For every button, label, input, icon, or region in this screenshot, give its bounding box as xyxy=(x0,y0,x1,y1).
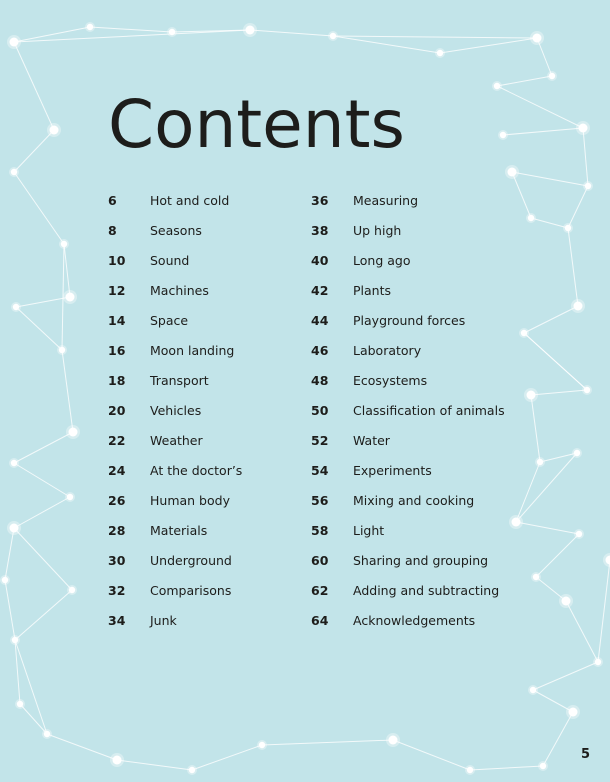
entry-page-number: 62 xyxy=(311,582,329,598)
network-line xyxy=(117,760,192,770)
network-node xyxy=(330,33,336,39)
network-node xyxy=(533,574,539,580)
contents-entry[interactable] xyxy=(108,455,242,485)
network-node xyxy=(537,459,543,465)
network-node xyxy=(574,302,583,311)
network-node xyxy=(540,763,546,769)
page-number: 5 xyxy=(580,747,590,762)
network-node xyxy=(569,708,578,717)
contents-entry[interactable] xyxy=(108,305,242,335)
network-line xyxy=(524,333,587,390)
entry-page-number: 36 xyxy=(311,192,329,208)
contents-entry[interactable] xyxy=(108,545,242,575)
network-line xyxy=(64,244,70,297)
contents-entry[interactable] xyxy=(311,575,505,605)
network-line xyxy=(531,395,540,462)
network-node xyxy=(66,293,75,302)
entry-title: Weather xyxy=(150,432,203,448)
network-node xyxy=(562,597,571,606)
network-line xyxy=(5,528,14,580)
entry-page-number: 58 xyxy=(311,522,329,538)
contents-entry[interactable] xyxy=(311,365,505,395)
network-node xyxy=(189,767,195,773)
contents-entry[interactable] xyxy=(108,425,242,455)
entry-page-number: 44 xyxy=(311,312,329,328)
network-node xyxy=(61,241,67,247)
entry-title: Laboratory xyxy=(353,342,422,358)
network-node xyxy=(549,73,555,79)
network-line xyxy=(14,463,70,497)
entry-title: Acknowledgements xyxy=(353,612,476,628)
network-line xyxy=(598,560,610,662)
entry-page-number: 24 xyxy=(108,462,126,478)
network-node xyxy=(69,428,78,437)
network-line xyxy=(497,86,583,128)
network-line xyxy=(90,27,172,32)
network-node xyxy=(528,215,534,221)
entry-title: Space xyxy=(150,312,189,328)
network-line xyxy=(5,580,15,640)
network-line xyxy=(14,172,64,244)
contents-entry[interactable] xyxy=(108,335,242,365)
entry-page-number: 42 xyxy=(311,282,329,298)
entry-title: Junk xyxy=(150,612,177,628)
network-node xyxy=(530,687,536,693)
network-node xyxy=(574,450,580,456)
network-line xyxy=(536,534,579,577)
network-line xyxy=(440,38,537,53)
network-node xyxy=(467,767,473,773)
entry-title: Vehicles xyxy=(150,402,202,418)
network-node xyxy=(2,577,8,583)
entry-page-number: 8 xyxy=(108,222,117,238)
network-line xyxy=(333,36,440,53)
entry-page-number: 28 xyxy=(108,522,126,538)
network-node xyxy=(508,168,517,177)
network-line xyxy=(531,390,587,395)
network-node xyxy=(521,330,527,336)
entry-title: Measuring xyxy=(353,192,419,208)
network-line xyxy=(15,590,72,640)
network-line xyxy=(516,453,577,522)
network-line xyxy=(15,640,47,734)
entry-title: Plants xyxy=(353,282,392,298)
network-line xyxy=(14,42,54,130)
network-line xyxy=(250,30,333,36)
entry-title: Comparisons xyxy=(150,582,232,598)
network-line xyxy=(393,740,470,770)
network-line xyxy=(497,76,552,86)
entry-page-number: 60 xyxy=(311,552,329,568)
network-node xyxy=(10,524,19,533)
network-node xyxy=(500,132,506,138)
contents-entry[interactable] xyxy=(311,335,505,365)
entry-page-number: 64 xyxy=(311,612,329,628)
entry-title: Hot and cold xyxy=(150,192,230,208)
contents-entry[interactable] xyxy=(108,395,242,425)
network-line xyxy=(531,218,568,228)
network-line xyxy=(516,522,579,534)
contents-entry[interactable] xyxy=(311,425,505,455)
network-node xyxy=(13,304,19,310)
entry-title: Machines xyxy=(150,282,209,298)
entry-title: Water xyxy=(353,432,390,448)
network-line xyxy=(568,186,588,228)
network-line xyxy=(14,30,250,42)
contents-entry[interactable] xyxy=(311,305,505,335)
entry-page-number: 40 xyxy=(311,252,329,268)
network-line xyxy=(333,36,537,38)
contents-entry[interactable] xyxy=(311,545,505,575)
entry-title: Up high xyxy=(353,222,402,238)
contents-entry[interactable] xyxy=(108,245,242,275)
entry-title: Sound xyxy=(150,252,190,268)
entry-page-number: 10 xyxy=(108,252,126,268)
network-node xyxy=(12,637,18,643)
network-node xyxy=(50,126,59,135)
entry-page-number: 12 xyxy=(108,282,126,298)
contents-entry[interactable] xyxy=(108,515,242,545)
network-line xyxy=(512,172,531,218)
network-node xyxy=(576,531,582,537)
contents-entry[interactable] xyxy=(311,395,505,425)
network-line xyxy=(14,528,72,590)
network-line xyxy=(262,740,393,745)
network-line xyxy=(14,497,70,528)
network-node xyxy=(533,34,542,43)
entry-title: Experiments xyxy=(353,462,432,478)
entry-page-number: 56 xyxy=(311,492,329,508)
network-line xyxy=(192,745,262,770)
contents-entry[interactable] xyxy=(311,455,505,485)
network-node xyxy=(595,659,601,665)
contents-list-left xyxy=(108,185,242,635)
network-line xyxy=(543,712,573,766)
entry-page-number: 50 xyxy=(311,402,329,418)
network-node xyxy=(113,756,122,765)
network-node xyxy=(44,731,50,737)
network-node xyxy=(437,50,443,56)
contents-entry[interactable] xyxy=(108,575,242,605)
page-title: Contents xyxy=(108,86,405,163)
network-node xyxy=(584,387,590,393)
entry-page-number: 54 xyxy=(311,462,329,478)
contents-entry[interactable] xyxy=(311,215,505,245)
entry-title: At the doctor’s xyxy=(150,462,243,478)
entry-title: Classification of animals xyxy=(353,402,505,418)
network-line xyxy=(47,734,117,760)
network-node xyxy=(494,83,500,89)
entry-page-number: 32 xyxy=(108,582,126,598)
contents-entry[interactable] xyxy=(108,215,242,245)
entry-title: Human body xyxy=(150,492,230,508)
network-node xyxy=(579,124,588,133)
entry-title: Transport xyxy=(150,372,209,388)
entry-page-number: 20 xyxy=(108,402,126,418)
entry-page-number: 16 xyxy=(108,342,126,358)
entry-page-number: 52 xyxy=(311,432,329,448)
network-line xyxy=(512,172,588,186)
entry-page-number: 30 xyxy=(108,552,126,568)
network-line xyxy=(568,228,578,306)
network-node xyxy=(11,460,17,466)
entry-title: Ecosystems xyxy=(353,372,428,388)
network-line xyxy=(503,128,583,135)
entry-page-number: 14 xyxy=(108,312,126,328)
network-node xyxy=(512,518,521,527)
contents-entry[interactable] xyxy=(108,365,242,395)
contents-entry[interactable] xyxy=(311,275,505,305)
network-line xyxy=(16,307,62,350)
entry-title: Mixing and cooking xyxy=(353,492,475,508)
network-line xyxy=(15,640,20,704)
contents-entry[interactable] xyxy=(108,485,242,515)
contents-entry[interactable] xyxy=(108,185,242,215)
entry-page-number: 34 xyxy=(108,612,126,628)
network-line xyxy=(566,601,598,662)
network-line xyxy=(516,462,540,522)
network-node xyxy=(17,701,23,707)
contents-entry[interactable] xyxy=(108,275,242,305)
entry-title: Adding and subtracting xyxy=(353,582,500,598)
network-node xyxy=(527,391,536,400)
network-node xyxy=(67,494,73,500)
network-line xyxy=(20,704,47,734)
network-node xyxy=(246,26,255,35)
entry-title: Materials xyxy=(150,522,208,538)
contents-entry[interactable] xyxy=(311,605,505,635)
network-line xyxy=(14,432,73,463)
network-node xyxy=(169,29,175,35)
entry-title: Long ago xyxy=(353,252,411,268)
network-line xyxy=(524,306,578,333)
entry-title: Sharing and grouping xyxy=(353,552,489,568)
network-node xyxy=(389,736,398,745)
network-node xyxy=(10,38,19,47)
contents-entry[interactable] xyxy=(108,605,242,635)
network-node xyxy=(59,347,65,353)
network-line xyxy=(470,766,543,770)
network-node xyxy=(585,183,591,189)
network-line xyxy=(62,350,73,432)
entry-page-number: 46 xyxy=(311,342,329,358)
network-line xyxy=(533,662,598,690)
entry-page-number: 6 xyxy=(108,192,117,208)
entry-page-number: 18 xyxy=(108,372,126,388)
network-line xyxy=(540,453,577,462)
entry-title: Playground forces xyxy=(353,312,466,328)
entry-title: Seasons xyxy=(150,222,202,238)
contents-entry[interactable] xyxy=(311,245,505,275)
contents-list-right xyxy=(311,185,505,635)
entry-title: Light xyxy=(353,522,385,538)
network-line xyxy=(16,297,70,307)
entry-title: Underground xyxy=(150,552,232,568)
network-node xyxy=(69,587,75,593)
contents-entry[interactable] xyxy=(311,485,505,515)
contents-entry[interactable] xyxy=(311,515,505,545)
entry-page-number: 48 xyxy=(311,372,329,388)
network-line xyxy=(583,128,588,186)
network-node xyxy=(87,24,93,30)
contents-entry[interactable] xyxy=(311,185,505,215)
network-node xyxy=(565,225,571,231)
network-line xyxy=(14,130,54,172)
entry-page-number: 38 xyxy=(311,222,329,238)
entry-title: Moon landing xyxy=(150,342,235,358)
entry-page-number: 22 xyxy=(108,432,126,448)
network-node xyxy=(259,742,265,748)
network-node xyxy=(11,169,17,175)
entry-page-number: 26 xyxy=(108,492,126,508)
